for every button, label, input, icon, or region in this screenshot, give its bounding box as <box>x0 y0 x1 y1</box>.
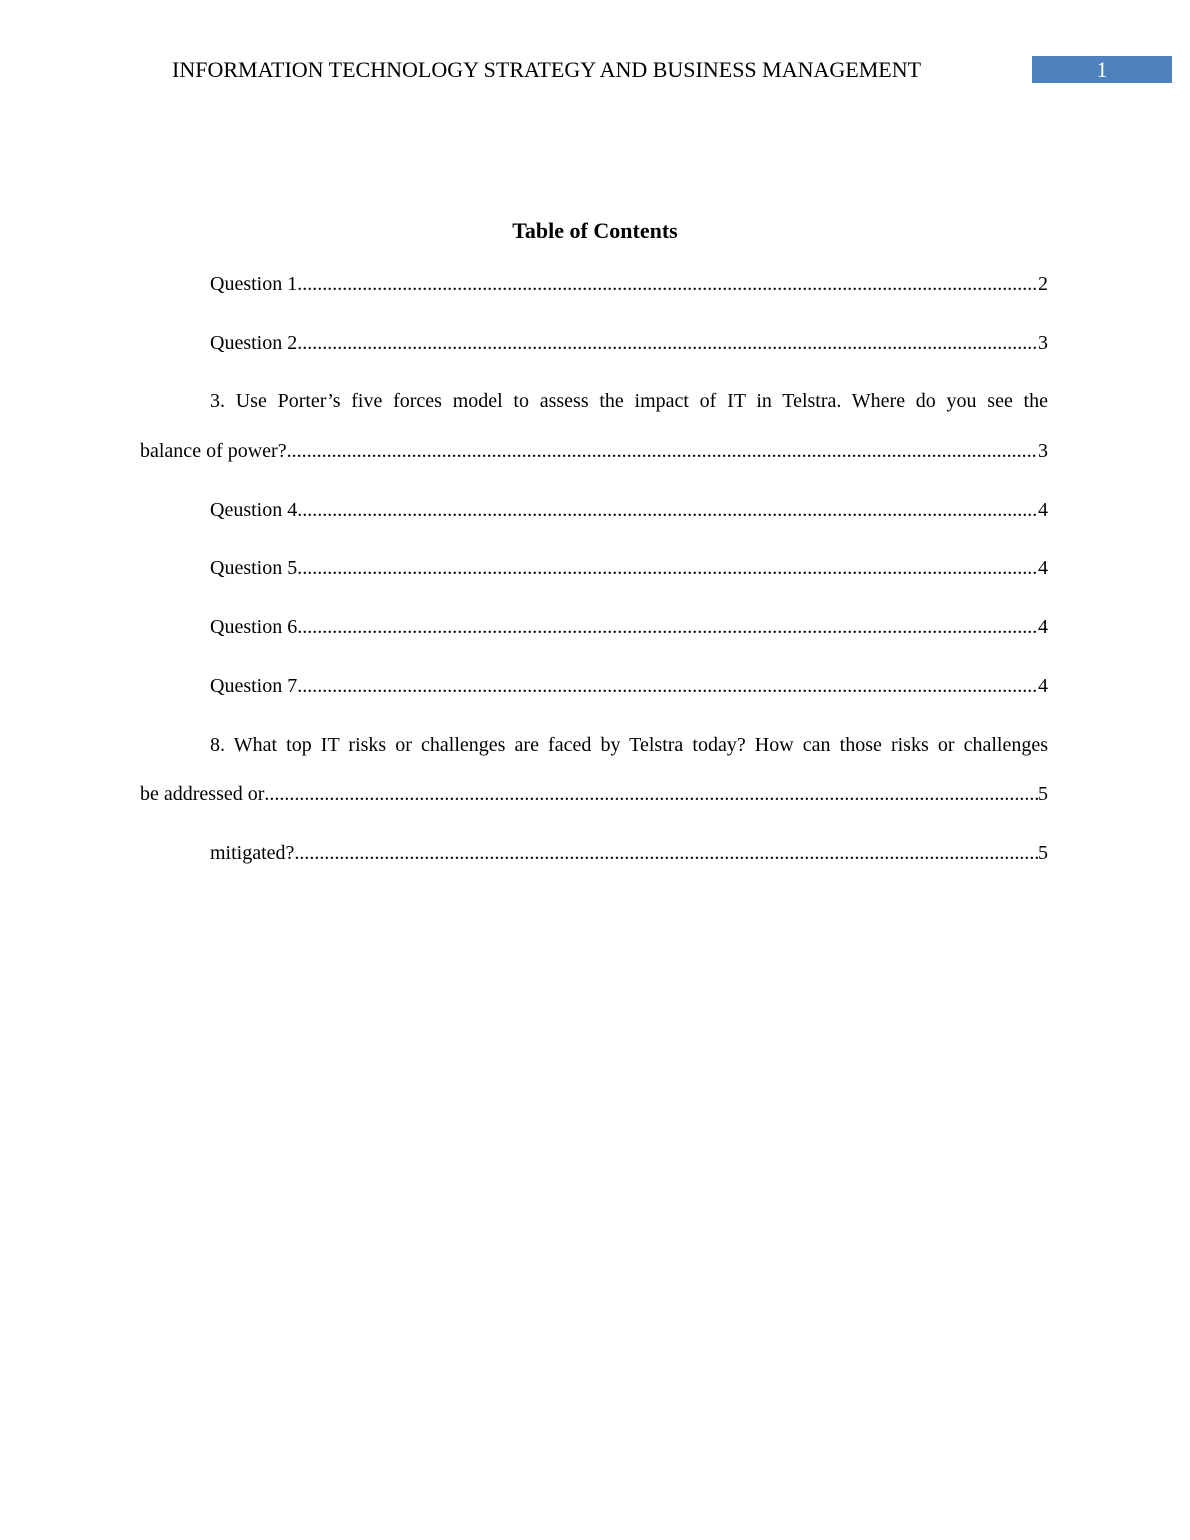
page-header <box>0 56 1190 84</box>
toc-entry-page: 3 <box>1038 332 1048 354</box>
toc-entry-page: 4 <box>1038 675 1048 697</box>
toc-dot-leader <box>297 555 1038 581</box>
toc-entry-question-8-line-1[interactable]: 8. What top IT risks or challenges are faced by Telstra today? How can those risks or challenges <box>210 734 1048 756</box>
toc-entry-question-1[interactable] <box>210 271 1048 297</box>
toc-entry-question-3-line-1[interactable]: 3. Use Porter’s five forces model to assess the impact of IT in Telstra. Where do you see the <box>210 390 1048 412</box>
toc-entry-label: Qeustion 4 <box>210 499 298 521</box>
toc-entry-mitigated[interactable] <box>210 840 1048 866</box>
toc-dot-leader <box>297 271 1038 297</box>
toc-entry-page: 5 <box>1038 842 1048 864</box>
toc-dot-leader <box>297 614 1038 640</box>
toc-entry-label: mitigated? <box>210 842 295 864</box>
toc-entry-page: 4 <box>1038 499 1048 521</box>
toc-entry-label: be addressed or <box>140 783 265 805</box>
toc-entry-page: 3 <box>1038 440 1048 462</box>
toc-entry-question-5[interactable] <box>210 555 1048 581</box>
toc-dot-leader <box>297 330 1038 356</box>
toc-entry-label: balance of power? <box>140 440 287 462</box>
page-number-badge <box>1032 56 1172 83</box>
toc-dot-leader <box>297 497 1038 523</box>
toc-dot-leader <box>287 438 1038 464</box>
toc-entry-page: 4 <box>1038 616 1048 638</box>
toc-heading: Table of Contents <box>512 218 678 243</box>
toc-entry-question-2[interactable] <box>210 330 1048 356</box>
toc-entry-page: 4 <box>1038 557 1048 579</box>
toc-entry-question-7[interactable] <box>210 673 1048 699</box>
toc-entry-question-3-line-2[interactable] <box>140 438 1048 464</box>
toc-dot-leader <box>294 840 1038 866</box>
page-number: 1 <box>1096 57 1108 82</box>
header-title: INFORMATION TECHNOLOGY STRATEGY AND BUSINESS MANAGEMENT <box>172 57 922 82</box>
toc-entry-page: 2 <box>1038 273 1048 295</box>
toc-entry-question-4[interactable] <box>210 497 1048 523</box>
toc-dot-leader <box>264 781 1038 807</box>
toc-entry-label: Question 6 <box>210 616 298 638</box>
toc-entry-question-8-line-2[interactable] <box>140 781 1048 807</box>
toc-entry-label: Question 1 <box>210 273 298 295</box>
toc-entry-page: 5 <box>1038 783 1048 805</box>
toc-entry-label: Question 7 <box>210 675 298 697</box>
toc-entry-label: Question 5 <box>210 557 298 579</box>
toc-entry-question-6[interactable] <box>210 614 1048 640</box>
toc-dot-leader <box>297 673 1038 699</box>
toc-entry-label: Question 2 <box>210 332 298 354</box>
